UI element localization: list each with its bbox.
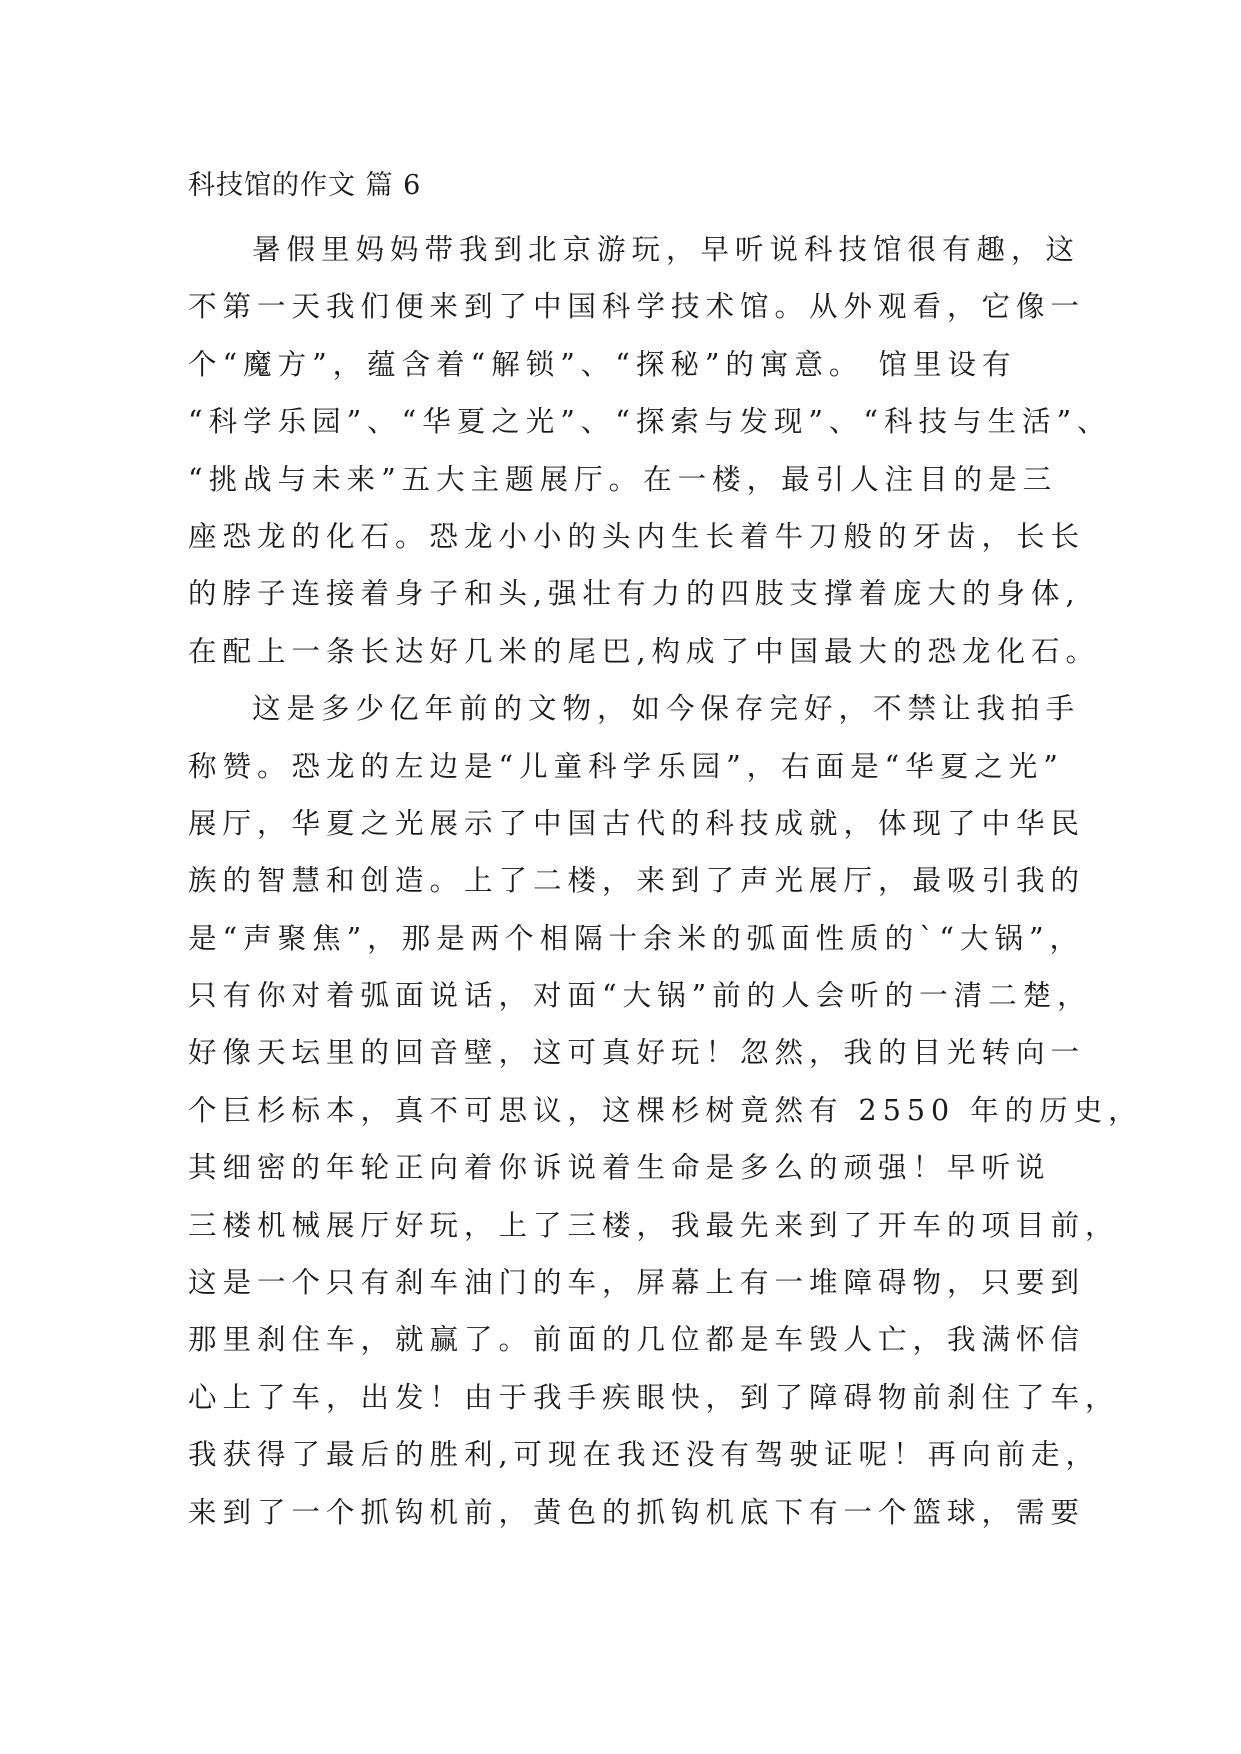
text-line: 个巨杉标本，真不可思议，这棵杉树竟然有 2550 年的历史，	[188, 1093, 1143, 1127]
text-line: 称赞。恐龙的左边是“儿童科学乐园”，右面是“华夏之光”	[188, 749, 1064, 783]
text-line: 只有你对着弧面说话，对面“大锅”前的人会听的一清二楚，	[188, 979, 1092, 1013]
document-title: 科技馆的作文 篇 6	[188, 170, 422, 201]
text-line: 这是多少亿年前的文物，如今保存完好，不禁让我拍手	[252, 692, 1081, 726]
text-line: 族的智慧和创造。上了二楼，来到了声光展厅，最吸引我的	[188, 864, 1086, 898]
text-line: 这是一个只有刹车油门的车，屏幕上有一堆障碍物，只要到	[188, 1266, 1086, 1300]
text-line: 的脖子连接着身子和头,强壮有力的四肢支撑着庞大的身体,	[188, 577, 1081, 611]
text-line: 那里刹住车，就赢了。前面的几位都是车毁人亡，我满怀信	[188, 1323, 1086, 1357]
text-line: 我获得了最后的胜利,可现在我还没有驾驶证呢！再向前走，	[188, 1438, 1101, 1472]
text-line: 暑假里妈妈带我到北京游玩，早听说科技馆很有趣，这	[252, 233, 1081, 266]
text-line: 其细密的年轮正向着你诉说着生命是多么的顽强！早听说	[188, 1151, 1051, 1185]
text-line: 三楼机械展厅好玩，上了三楼，我最先来到了开车的项目前，	[188, 1208, 1120, 1242]
text-line: 是“声聚焦”，那是两个相隔十余米的弧面性质的`“大锅”，	[188, 921, 1085, 955]
text-line: 个“魔方”，蕴含着“解锁”、“探秘”的寓意。 馆里设有	[188, 347, 1017, 381]
text-line: 在配上一条长达好几米的尾巴,构成了中国最大的恐龙化石。	[188, 634, 1101, 668]
text-line: 来到了一个抓钩机前，黄色的抓钩机底下有一个篮球，需要	[188, 1495, 1086, 1529]
text-line: 不第一天我们便来到了中国科学技术馆。从外观看，它像一	[188, 290, 1086, 324]
document-body	[188, 221, 1143, 1541]
text-line: 好像天坛里的回音壁，这可真好玩！忽然，我的目光转向一	[188, 1036, 1086, 1070]
text-line: 心上了车，出发！由于我手疾眼快，到了障碍物前刹住了车，	[188, 1380, 1120, 1414]
text-line: “挑战与未来”五大主题展厅。在一楼，最引人注目的是三	[188, 462, 1058, 496]
text-line: 展厅，华夏之光展示了中国古代的科技成就，体现了中华民	[188, 806, 1086, 840]
text-line: 座恐龙的化石。恐龙小小的头内生长着牛刀般的牙齿，长长	[188, 519, 1086, 553]
text-line: “科学乐园”、“华夏之光”、“探索与发现”、“科技与生活”、	[188, 405, 1112, 439]
